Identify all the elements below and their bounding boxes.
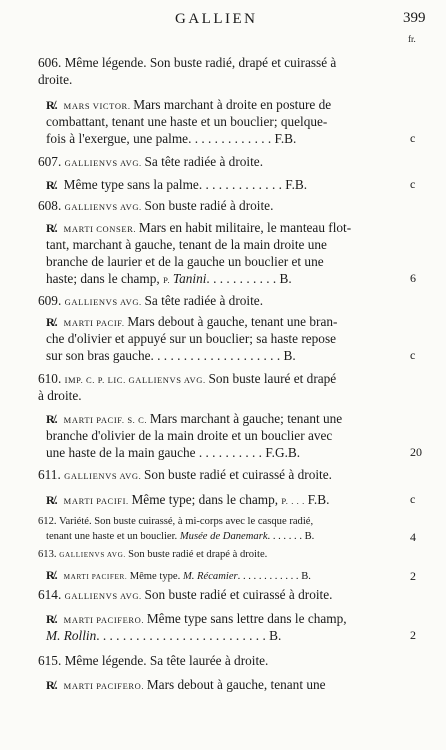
legend-text: IMP. C. P. LIC. GALLIENVS AVG. [64, 375, 209, 385]
line-text: M. Récamier [182, 571, 238, 582]
line-text: M. Rollin [46, 628, 97, 643]
rarity-value: c [410, 131, 416, 145]
line-text: F.B. [307, 492, 330, 507]
line-text: tant, marchant à gauche, tenant de la main droite une [46, 237, 327, 252]
line-text: Son buste radié à droite. [144, 198, 274, 213]
line-text: sur son bras gauche. . . . . . . . . . . . . . . . . . . . B. [46, 348, 296, 363]
legend-text: P. [163, 275, 173, 285]
line-text: Sa tête radiée à droite. [144, 293, 264, 308]
rarity-value: c [410, 177, 416, 191]
catalogue-line [46, 444, 300, 461]
page-number: 399 [403, 10, 426, 26]
catalogue-line [46, 219, 351, 236]
legend-text: MARTI PACIF. S. C. [63, 415, 150, 425]
rarity-value: c [410, 492, 416, 506]
reverse-mark: R̸. [46, 678, 61, 692]
line-text: haste; dans le champ, [46, 271, 164, 286]
catalogue-line [46, 130, 296, 147]
page-title: GALLIEN [175, 11, 258, 27]
line-text: Même type; dans le champ, [131, 492, 282, 507]
legend-text: MARTI PACIFERO. [63, 681, 147, 691]
line-text: 607. [38, 154, 65, 169]
line-text: 610. [38, 371, 65, 386]
legend-text: GALLIENVS AVG. [64, 471, 145, 481]
reverse-mark: R̸. [46, 221, 61, 235]
line-text: combattant, tenant une haste et un bouclier; quelque- [46, 114, 328, 129]
rarity-value: c [410, 348, 416, 362]
line-text: branche de laurier et de la gauche un bouclier et une [46, 254, 324, 269]
catalogue-line [46, 528, 314, 545]
catalogue-line [46, 270, 292, 287]
line-text: . . . . . . . . . . . . B. [237, 571, 311, 582]
line-text: che d'olivier et appuyé sur un bouclier; sa haste repose [46, 331, 337, 346]
line-text: fois à l'exergue, une palme. . . . . . . . . . . . . F.B. [46, 131, 297, 146]
catalogue-line [46, 176, 307, 193]
line-text: Mars marchant à gauche; tenant une [149, 411, 343, 426]
catalogue-line [46, 236, 327, 253]
line-text: Tanini [172, 271, 207, 286]
reverse-mark: R̸. [46, 98, 61, 112]
line-text: 609. [38, 293, 65, 308]
legend-text: MARTI CONSER. [63, 224, 139, 234]
line-text: 615. [38, 653, 65, 668]
line-text: Mars en habit militaire, le manteau flot- [138, 220, 352, 235]
catalogue-line [46, 427, 332, 444]
catalogue-line [38, 387, 82, 404]
line-text: branche d'olivier de la main droite et un bouclier avec [46, 428, 333, 443]
catalogue-line [46, 253, 324, 270]
catalogue-line [46, 567, 311, 584]
catalogue-line [46, 96, 331, 113]
line-text: Même type sans la palme. . . . . . . . . . . . . F.B. [63, 177, 308, 192]
catalogue-line [38, 586, 332, 603]
legend-text: MARTI PACIFER. [63, 573, 130, 581]
catalogue-line [46, 627, 281, 644]
rarity-value: 2 [410, 628, 416, 642]
line-text: 613. [38, 549, 60, 560]
line-text: Mars debout à gauche, tenant une [146, 677, 326, 692]
line-text: droite. [38, 72, 73, 87]
legend-text: GALLIENVS AVG. [64, 297, 145, 307]
catalogue-line [38, 546, 267, 563]
catalogue-line [38, 370, 336, 387]
reverse-mark: R̸. [46, 493, 61, 507]
catalogue-line [38, 652, 268, 669]
catalogue-line [38, 466, 332, 483]
catalogue-line [46, 610, 347, 627]
catalogue-line [38, 153, 263, 170]
line-text: une haste de la main gauche . . . . . . . . . . F.G.B. [46, 445, 301, 460]
line-text: Son buste radié et cuirassé à droite. [144, 587, 333, 602]
legend-text: GALLIENVS AVG. [64, 202, 145, 212]
column-label: fr. [408, 34, 416, 44]
line-text: Même légende. Sa tête laurée à droite. [64, 653, 269, 668]
line-text: Même type. [129, 571, 183, 582]
page-header [0, 0, 446, 48]
catalogue-line [38, 71, 72, 88]
line-text: 612. Variété. Son buste cuirassé, à mi-corps avec le casque radié, [38, 516, 314, 527]
reverse-mark: R̸. [46, 568, 61, 582]
reverse-mark: R̸. [46, 412, 61, 426]
line-text: à droite. [38, 388, 82, 403]
catalogue-line [46, 347, 296, 364]
line-text: 611. [38, 467, 65, 482]
legend-text: P. . . . [281, 496, 308, 506]
catalogue-line [46, 330, 336, 347]
catalogue-line [46, 676, 326, 693]
line-text: 614. [38, 587, 65, 602]
rarity-value: 4 [410, 530, 416, 544]
reverse-mark: R̸. [46, 612, 61, 626]
catalogue-line [38, 292, 263, 309]
legend-text: GALLIENVS AVG. [64, 158, 145, 168]
line-text: Son buste radié et drapé à droite. [128, 549, 268, 560]
line-text: Même type sans lettre dans le champ, [146, 611, 347, 626]
line-text: Mars marchant à droite en posture de [133, 97, 332, 112]
line-text: Son buste lauré et drapé [208, 371, 337, 386]
line-text: . . . . . . . B. [267, 531, 315, 542]
legend-text: MARTI PACIFERO. [63, 615, 147, 625]
catalogue-line [46, 491, 329, 508]
line-text: Son buste radié et cuirassé à droite. [144, 467, 332, 482]
line-text: Même légende. Son buste radié, drapé et cuirassé à [64, 55, 337, 70]
legend-text: MARTI PACIF. [63, 318, 128, 328]
reverse-mark: R̸. [46, 178, 61, 192]
catalogue-line [46, 113, 327, 130]
reverse-mark: R̸. [46, 315, 61, 329]
line-text: 608. [38, 198, 65, 213]
catalogue-line [46, 313, 337, 330]
line-text: Mars debout à gauche, tenant une bran- [127, 314, 338, 329]
line-text: 606. [38, 55, 65, 70]
line-text: . . . . . . . . . . . B. [206, 271, 292, 286]
line-text: tenant une haste et un bouclier. [46, 531, 180, 542]
rarity-value: 2 [410, 569, 416, 583]
rarity-value: 6 [410, 271, 416, 285]
legend-text: GALLIENVS AVG. [64, 591, 145, 601]
catalogue-line [46, 410, 342, 427]
line-text: Musée de Danemark [179, 531, 268, 542]
legend-text: MARTI PACIFI. [63, 496, 132, 506]
rarity-value: 20 [410, 445, 422, 459]
legend-text: GALLIENVS AVG. [59, 551, 129, 559]
line-text: Sa tête radiée à droite. [144, 154, 264, 169]
catalogue-line [38, 54, 336, 71]
line-text: . . . . . . . . . . . . . . . . . . . . . . . . . . B. [96, 628, 282, 643]
legend-text: MARS VICTOR. [63, 101, 134, 111]
catalogue-line [38, 197, 273, 214]
